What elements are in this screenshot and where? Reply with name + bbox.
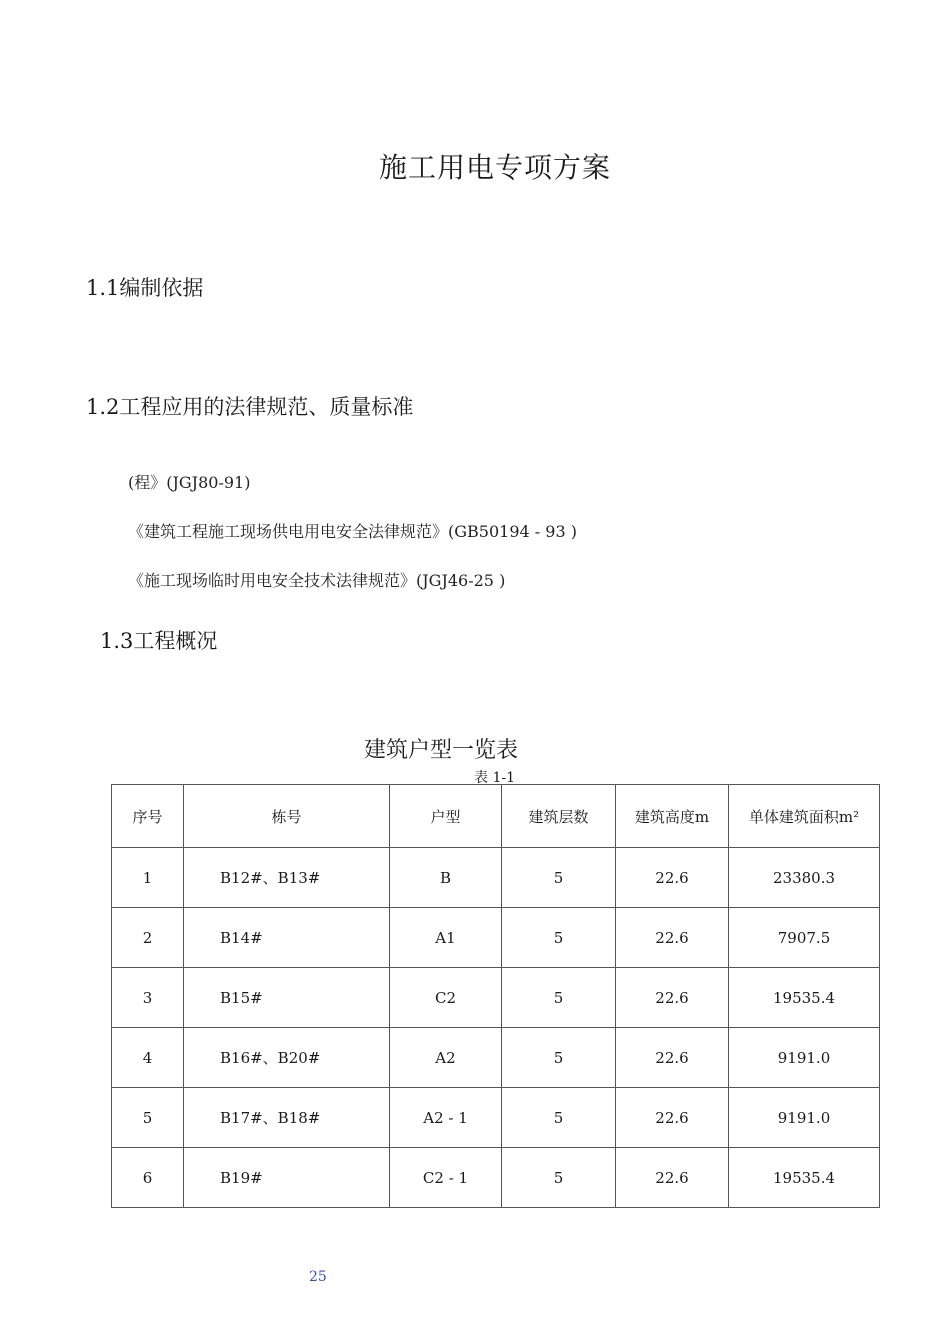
cell-unit-type: C2 (390, 968, 502, 1028)
cell-index: 6 (112, 1148, 184, 1208)
table-caption: 建筑户型一览表 (363, 738, 518, 763)
cell-height: 22.6 (616, 1028, 729, 1088)
table-row (112, 1148, 880, 1208)
cell-building: B19# (184, 1148, 390, 1208)
cell-floors: 5 (502, 848, 616, 908)
cell-height: 22.6 (616, 908, 729, 968)
cell-unit-type: A2 - 1 (390, 1088, 502, 1148)
cell-index: 1 (112, 848, 184, 908)
column-header-unit-type: 户型 (390, 785, 502, 848)
cell-building: B17#、B18# (184, 1088, 390, 1148)
cell-area: 19535.4 (729, 1148, 880, 1208)
cell-height: 22.6 (616, 1148, 729, 1208)
reference-item: 《施工现场临时用电安全技术法律规范》(JGJ46-25 ) (128, 571, 506, 590)
cell-building: B16#、B20# (184, 1028, 390, 1088)
column-header-floors: 建筑层数 (502, 785, 616, 848)
cell-area: 23380.3 (729, 848, 880, 908)
column-header-building: 栋号 (184, 785, 390, 848)
cell-area: 7907.5 (729, 908, 880, 968)
cell-area: 19535.4 (729, 968, 880, 1028)
cell-building: B15# (184, 968, 390, 1028)
reference-item: 《建筑工程施工现场供电用电安全法律规范》(GB50194 - 93 ) (128, 522, 577, 541)
column-header-area: 单体建筑面积m² (729, 785, 880, 848)
cell-index: 4 (112, 1028, 184, 1088)
table-row (112, 908, 880, 968)
cell-height: 22.6 (616, 848, 729, 908)
table-row (112, 968, 880, 1028)
cell-floors: 5 (502, 1148, 616, 1208)
cell-building: B14# (184, 908, 390, 968)
table-header-row (112, 785, 880, 848)
section-heading-basis: 1.1编制依据 (86, 276, 204, 300)
table-row (112, 1028, 880, 1088)
column-header-height: 建筑高度m (616, 785, 729, 848)
cell-floors: 5 (502, 968, 616, 1028)
cell-index: 2 (112, 908, 184, 968)
cell-area: 9191.0 (729, 1028, 880, 1088)
cell-index: 3 (112, 968, 184, 1028)
table-row (112, 1088, 880, 1148)
cell-area: 9191.0 (729, 1088, 880, 1148)
cell-unit-type: A1 (390, 908, 502, 968)
document-title: 施工用电专项方案 (378, 151, 611, 184)
cell-index: 5 (112, 1088, 184, 1148)
cell-unit-type: C2 - 1 (390, 1148, 502, 1208)
cell-floors: 5 (502, 908, 616, 968)
cell-building: B12#、B13# (184, 848, 390, 908)
cell-unit-type: A2 (390, 1028, 502, 1088)
reference-item: (程》(JGJ80-91) (128, 473, 251, 492)
cell-height: 22.6 (616, 968, 729, 1028)
cell-unit-type: B (390, 848, 502, 908)
section-heading-overview: 1.3工程概况 (100, 629, 218, 653)
cell-floors: 5 (502, 1028, 616, 1088)
building-units-table (111, 784, 880, 1208)
page-number: 25 (309, 1269, 327, 1285)
cell-floors: 5 (502, 1088, 616, 1148)
table-number: 表 1-1 (474, 770, 515, 786)
section-heading-standards: 1.2工程应用的法律规范、质量标准 (86, 395, 414, 419)
table-row (112, 848, 880, 908)
column-header-index: 序号 (112, 785, 184, 848)
cell-height: 22.6 (616, 1088, 729, 1148)
